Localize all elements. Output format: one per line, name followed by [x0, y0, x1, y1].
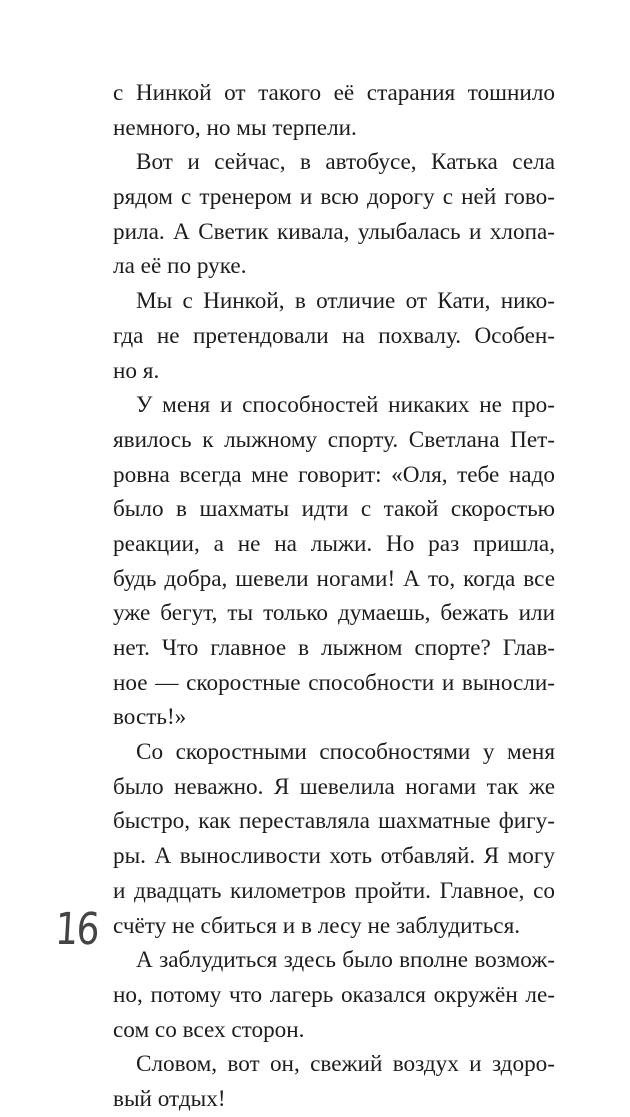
text-line: немного, но мы терпели. [113, 114, 357, 141]
text-line: рила. А Светик кивала, улыбалась и хлопа- [113, 218, 555, 245]
text-line: но я. [113, 357, 160, 384]
text-line: ла её по руке. [113, 253, 247, 280]
text-line: с Нинкой от такого её старания тошнило [113, 80, 555, 106]
text-line: счёту не сбиться и в лесу не заблудиться. [113, 912, 521, 939]
text-line: вый отдых! [113, 1085, 226, 1112]
text-line: было неважно. Я шевелила ногами так же [113, 773, 555, 800]
text-line: А заблудиться здесь было вполне возмож- [136, 947, 555, 974]
text-line: ное — скоростные способности и выносли- [113, 669, 555, 696]
text-line: быстро, как переставляла шахматные фигу- [113, 808, 555, 835]
text-line: реакции, а не на лыжи. Но раз пришла, [113, 530, 555, 557]
text-line: Мы с Нинкой, в отличие от Кати, нико- [136, 288, 555, 315]
text-line: Словом, вот он, свежий воздух и здоро- [136, 1051, 555, 1078]
page-number: 16 [53, 904, 100, 955]
text-line: гда не претендовали на похвалу. Особен- [113, 322, 555, 349]
text-line: уже бегут, ты только думаешь, бежать или [113, 600, 555, 627]
text-line: рядом с тренером и всю дорогу с ней гово- [113, 184, 555, 211]
text-line: и двадцать километров пройти. Главное, со [113, 877, 555, 904]
body-text [113, 76, 555, 1117]
text-line: У меня и способностей никаких не про- [136, 392, 555, 419]
text-line: но, потому что лагерь оказался окружён ле- [113, 981, 555, 1008]
text-line: нет. Что главное в лыжном спорте? Глав- [113, 635, 555, 661]
text-line: ры. А выносливости хоть отбавляй. Я могу [113, 843, 555, 870]
text-line: явилось к лыжному спорту. Светлана Пет- [113, 426, 555, 453]
text-line: ровна всегда мне говорит: «Оля, тебе надо [113, 461, 555, 488]
text-line: Вот и сейчас, в автобусе, Катька села [136, 149, 555, 176]
text-line: вость!» [113, 704, 187, 731]
text-line: будь добра, шевели ногами! А то, когда все [113, 565, 555, 592]
text-line: Со скоростными способностями у меня [136, 739, 555, 766]
text-line: сом со всех сторон. [113, 1016, 305, 1043]
text-line: было в шахматы идти с такой скоростью [113, 496, 555, 523]
